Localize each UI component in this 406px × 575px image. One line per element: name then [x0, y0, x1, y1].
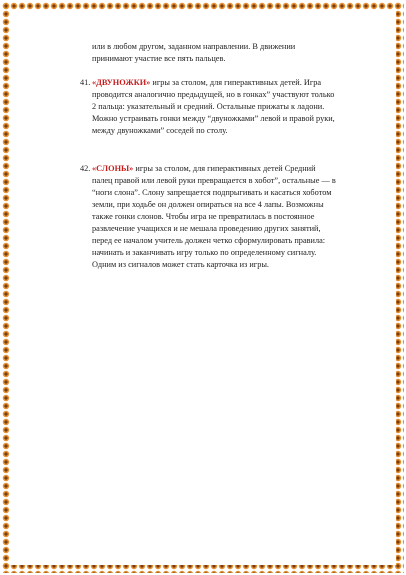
- item-41-text: [92, 77, 380, 137]
- item-41-body: игры за столом, для гиперактивных детей. Игра проводится аналогично предыдущей, но в гонках” участвуют только 2 пальца: указательный и средний. Остальные прижаты к ладони. Можно устраивать гонки между “двуножками” левой и правой руки, между двуножками” соседей по столу.: [92, 78, 335, 135]
- item-42-keyword: «СЛОНЫ»: [92, 164, 134, 173]
- item-42: [80, 163, 380, 271]
- item-42-number: 42.: [80, 164, 91, 173]
- document-body: [80, 41, 380, 271]
- item-41-number: 41.: [80, 78, 91, 87]
- intro-paragraph: или в любом другом, заданном направлении. В движении принимают участие все пять пальцев.: [92, 42, 296, 63]
- item-41: [80, 77, 380, 137]
- item-42-text: [92, 163, 380, 271]
- item-41-keyword: «ДВУНОЖКИ»: [92, 78, 151, 87]
- item-42-body: игры за столом, для гиперактивных детей Средний палец правой или левой руки превращается в хобот”, остальные — в “ноги слона”. Слону запрещается подпрыгивать и касаться хоботом земли, при ходьбе он должен опираться на все 4 лапы. Возможны также гонки слонов. Чтобы игра не превратилась в постоянное развлечение учащихся и не мешала проведению других занятий, перед ее началом учитель должен четко сформулировать правила: начинать и заканчивать игру только по определенному сигналу. Одним из сигналов может стать карточка из игры.: [92, 164, 336, 269]
